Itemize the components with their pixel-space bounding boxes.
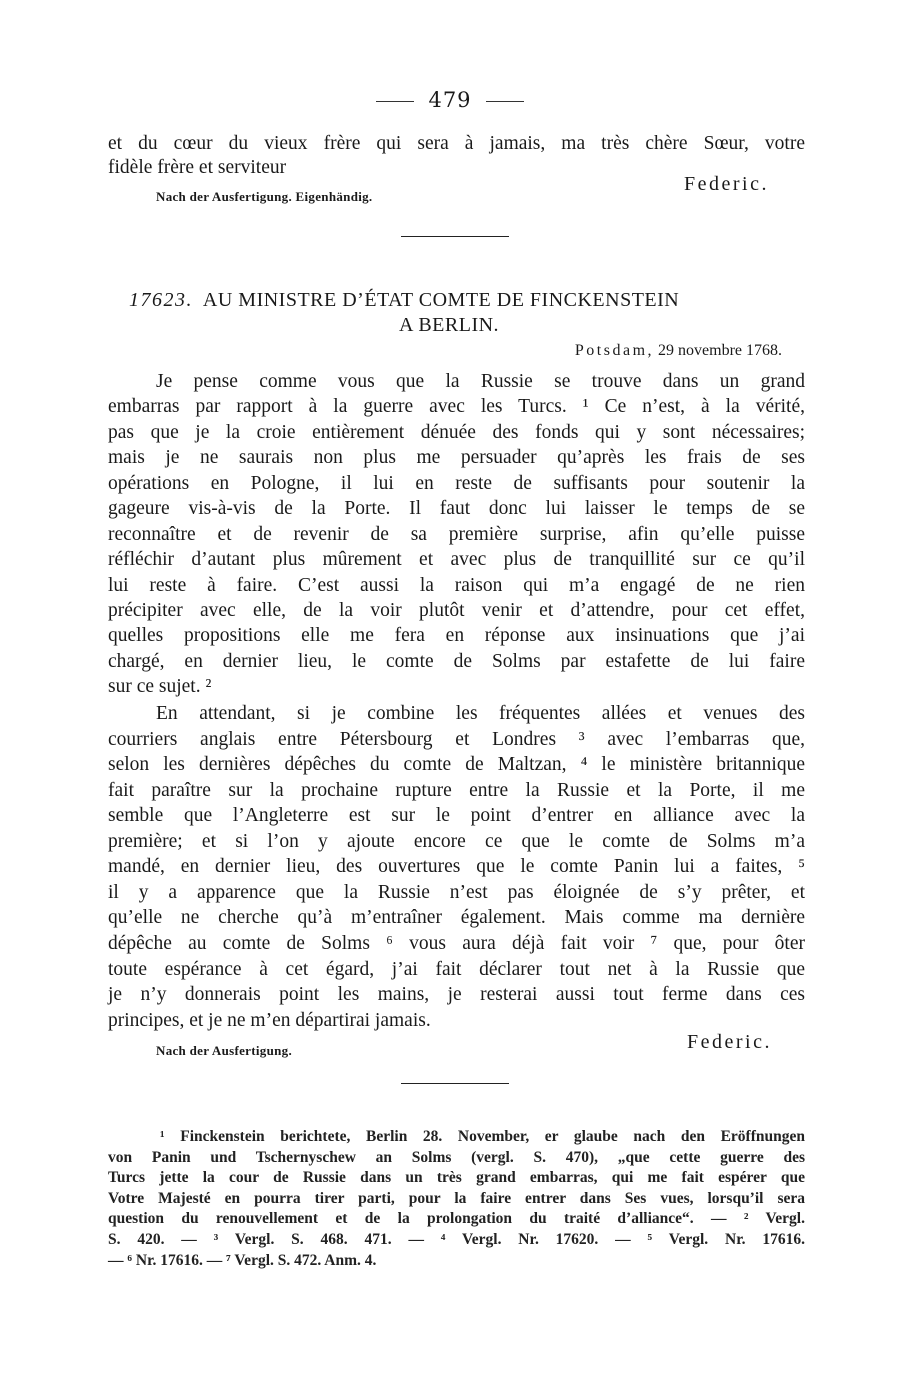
source-note: Nach der Ausfertigung.	[156, 1043, 293, 1058]
footnote-line: S. 420. — ³ Vergl. S. 468. 471. — ⁴ Vergl. Nr. 17620. — ⁵ Vergl. Nr. 17616.	[108, 1231, 805, 1248]
footnote-line: Votre Majesté en pourra tirer parti, pour la faire entrer dans Ses vues, lorsqu’il sera	[108, 1190, 805, 1207]
page-number-dash-left	[376, 101, 414, 102]
body-line: dépêche au comte de Solms ⁶ vous aura déjà fait voir ⁷ que, pour ôter	[108, 933, 805, 954]
signature: Federic.	[687, 1031, 772, 1053]
date-place: Potsdam,	[574, 342, 655, 359]
body-line: mais je ne saurais non plus me persuader qu’après les frais de ses	[108, 447, 805, 468]
letter-number: 17623.	[129, 289, 193, 311]
body-line: première; et si l’on y ajoute encore ce que le comte de Solms m’a	[108, 831, 805, 852]
signature: Federic.	[684, 173, 769, 195]
body-line: je n’y donnerais point les mains, je resterai aussi tout ferme dans ces	[108, 984, 805, 1005]
carryover-line: et du cœur du vieux frère qui sera à jamais, ma très chère Sœur, votre	[108, 133, 805, 154]
body-line: En attendant, si je combine les fréquentes allées et venues des	[156, 703, 805, 724]
body-line: reconnaître et de revenir de sa première surprise, afin qu’elle puisse	[108, 524, 805, 545]
body-line: embarras par rapport à la guerre avec les Turcs. ¹ Ce n’est, à la vérité,	[108, 396, 805, 417]
body-line: mandé, en dernier lieu, des ouvertures que le comte Panin lui a faites, ⁵	[108, 856, 805, 877]
body-line: réfléchir d’autant plus mûrement et avec plus de tranquillité sur ce qu’il	[108, 549, 805, 570]
body-line: opérations en Pologne, il lui en reste de suffisants pour soutenir la	[108, 473, 805, 494]
footnote-line: von Panin und Tschernyschew an Solms (vergl. S. 470), „que cette guerre des	[108, 1149, 805, 1166]
body-line: précipiter avec elle, de la voir plutôt venir et d’attendre, pour cet effet,	[108, 600, 805, 621]
footnote-line: question du renouvellement et de la prolongation du traité d’alliance“. — ² Vergl.	[108, 1210, 805, 1227]
date-text: 29 novembre 1768.	[658, 342, 782, 359]
dateline	[575, 342, 782, 360]
page-number-text: 479	[428, 88, 472, 112]
section-divider	[401, 1083, 509, 1084]
carryover-line: fidèle frère et serviteur	[108, 157, 287, 178]
body-line: selon les dernières dépêches du comte de Maltzan, ⁴ le ministère britannique	[108, 754, 805, 775]
letter-heading	[129, 289, 679, 312]
body-line: sur ce sujet. ²	[108, 676, 212, 697]
body-line: il y a apparence que la Russie n’est pas éloignée de s’y prêter, et	[108, 882, 805, 903]
footnote-line: Turcs jette la cour de Russie dans un très grand embarras, qui me fait espérer que	[108, 1169, 805, 1186]
body-line: Je pense comme vous que la Russie se trouve dans un grand	[156, 371, 805, 392]
body-line: lui reste à faire. C’est aussi la raison qui m’a engagé de ne rien	[108, 575, 805, 596]
source-note: Nach der Ausfertigung. Eigenhändig.	[156, 189, 373, 204]
body-line: courriers anglais entre Pétersbourg et Londres ³ avec l’embarras que,	[108, 729, 805, 750]
body-line: qu’elle ne cherche qu’à m’entraîner également. Mais comme ma dernière	[108, 907, 805, 928]
letter-title-line2: A BERLIN.	[399, 314, 500, 336]
letter-title-line1: AU MINISTRE D’ÉTAT COMTE DE FINCKENSTEIN	[202, 289, 680, 311]
body-line: semble que l’Angleterre est sur le point d’entrer en alliance avec la	[108, 805, 805, 826]
body-line: principes, et je ne m’en départirai jamais.	[108, 1010, 431, 1031]
page-number	[0, 88, 900, 112]
footnote-line: — ⁶ Nr. 17616. — ⁷ Vergl. S. 472. Anm. 4.	[108, 1252, 377, 1269]
body-line: pas que je la croie entièrement dénuée des fonds qui y sont nécessaires;	[108, 422, 805, 443]
section-divider	[401, 236, 509, 237]
body-line: gageure vis-à-vis de la Porte. Il faut donc lui laisser le temps de se	[108, 498, 805, 519]
body-line: toute espérance à cet égard, j’ai fait déclarer tout net à la Russie que	[108, 959, 805, 980]
body-line: chargé, en dernier lieu, le comte de Solms par estafette de lui faire	[108, 651, 805, 672]
page-number-dash-right	[486, 101, 524, 102]
body-line: fait paraître sur la prochaine rupture entre la Russie et la Porte, il me	[108, 780, 805, 801]
body-line: quelles propositions elle me fera en réponse aux insinuations que j’ai	[108, 625, 805, 646]
footnote-line: ¹ Finckenstein berichtete, Berlin 28. November, er glaube nach den Eröffnungen	[160, 1128, 805, 1145]
